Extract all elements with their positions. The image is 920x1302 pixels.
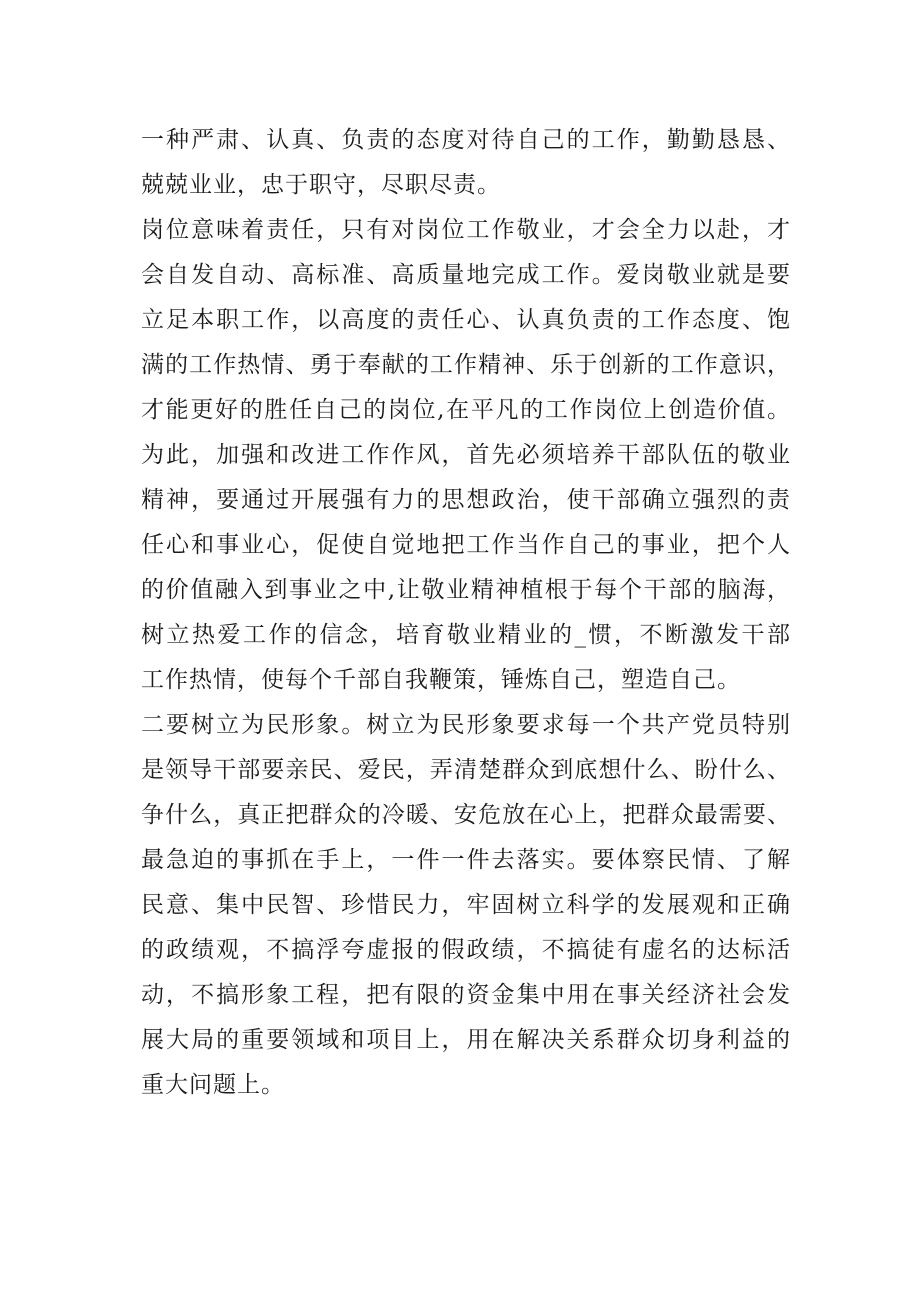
text-line: 岗位意味着责任，只有对岗位工作敬业，才会全力以赴，才 [141,217,791,243]
text-line: 最急迫的事抓在手上，一件一件去落实。要体察民情、了解 [141,847,791,873]
text-line: 一种严肃、认真、负责的态度对待自己的工作，勤勤恳恳、 [141,127,791,153]
body-text [141,118,791,1108]
text-line: 精神，要通过开展强有力的思想政治，使干部确立强烈的责 [141,487,791,513]
text-line: 树立热爱工作的信念，培育敬业精业的_惯，不断激发干部 [141,622,791,648]
text-line: 展大局的重要领域和项目上，用在解决关系群众切身利益的 [141,1027,791,1053]
text-line: 为此，加强和改进工作作风，首先必须培养干部队伍的敬业 [141,442,791,468]
text-line: 是领导干部要亲民、爱民，弄清楚群众到底想什么、盼什么、 [141,757,791,783]
text-line: 二要树立为民形象。树立为民形象要求每一个共产党员特别 [141,712,791,738]
text-line: 会自发自动、高标准、高质量地完成工作。爱岗敬业就是要 [141,262,791,288]
text-line: 任心和事业心，促使自觉地把工作当作自己的事业，把个人 [141,532,791,558]
text-line: 争什么，真正把群众的冷暖、安危放在心上，把群众最需要、 [141,802,791,828]
text-line: 的政绩观，不搞浮夸虚报的假政绩，不搞徒有虚名的达标活 [141,937,791,963]
text-line: 民意、集中民智、珍惜民力，牢固树立科学的发展观和正确 [141,892,791,918]
text-line: 重大问题上。 [141,1072,285,1098]
text-line: 工作热情，使每个千部自我鞭策，锤炼自己，塑造自己。 [141,667,741,693]
text-line: 满的工作热情、勇于奉献的工作精神、乐于创新的工作意识， [141,352,791,378]
text-line: 兢兢业业，忠于职守，尽职尽责。 [141,172,501,198]
text-line: 立足本职工作，以高度的责任心、认真负责的工作态度、饱 [141,307,791,333]
text-line: 动，不搞形象工程，把有限的资金集中用在事关经济社会发 [141,982,791,1008]
text-line: 的价值融入到事业之中,让敬业精神植根于每个干部的脑海， [141,577,791,603]
text-line: 才能更好的胜任自己的岗位,在平凡的工作岗位上创造价值。 [141,397,791,423]
